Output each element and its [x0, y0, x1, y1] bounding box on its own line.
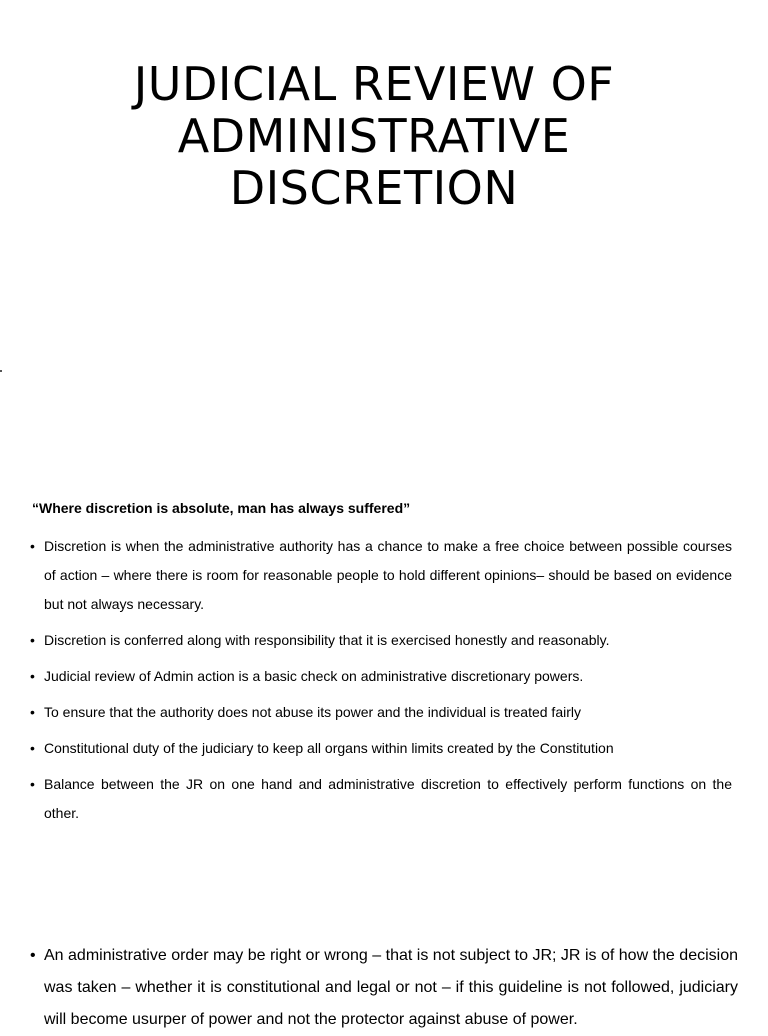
quote-text: “Where discretion is absolute, man has always suffered” — [32, 500, 411, 516]
bullet-item — [30, 698, 732, 727]
bullet-text: Balance between the JR on one hand and administrative discretion to effectively perform functions on the other. — [44, 776, 732, 821]
second-bullet-list — [30, 940, 738, 1036]
title-line-3: DISCRETION — [229, 161, 519, 215]
bullet-item — [30, 662, 732, 691]
bullet-text: Discretion is conferred along with responsibility that it is exercised honestly and reasonably. — [44, 632, 610, 648]
bullet-item — [30, 626, 732, 655]
bullet-text: Judicial review of Admin action is a basic check on administrative discretionary powers. — [44, 668, 584, 684]
bullet-text: Discretion is when the administrative authority has a chance to make a free choice between possible courses of action – where there is room for reasonable people to hold different opinions– should be based on evidence but not always necessary. — [44, 538, 732, 612]
edge-mark — [0, 370, 2, 372]
bullet-item — [30, 734, 732, 763]
bullet-text: Constitutional duty of the judiciary to keep all organs within limits created by the Constitution — [44, 740, 614, 756]
bullet-item — [30, 770, 732, 828]
bullet-item — [30, 532, 732, 619]
slide-title — [90, 58, 658, 214]
bullet-list — [30, 532, 732, 828]
bullet-text: To ensure that the authority does not abuse its power and the individual is treated fairly — [44, 704, 581, 720]
bullet-item-large — [30, 940, 738, 1036]
title-line-1: JUDICIAL REVIEW OF — [133, 57, 615, 111]
bullet-text: An administrative order may be right or wrong – that is not subject to JR; JR is of how the decision was taken – whether it is constitutional and legal or not – if this guideline is not followed, judiciary will become usurper of power and not the protector against abuse of power. — [44, 947, 738, 1028]
title-line-2: ADMINISTRATIVE — [177, 109, 571, 163]
second-slide-block — [30, 940, 738, 1036]
content-block — [30, 498, 732, 835]
